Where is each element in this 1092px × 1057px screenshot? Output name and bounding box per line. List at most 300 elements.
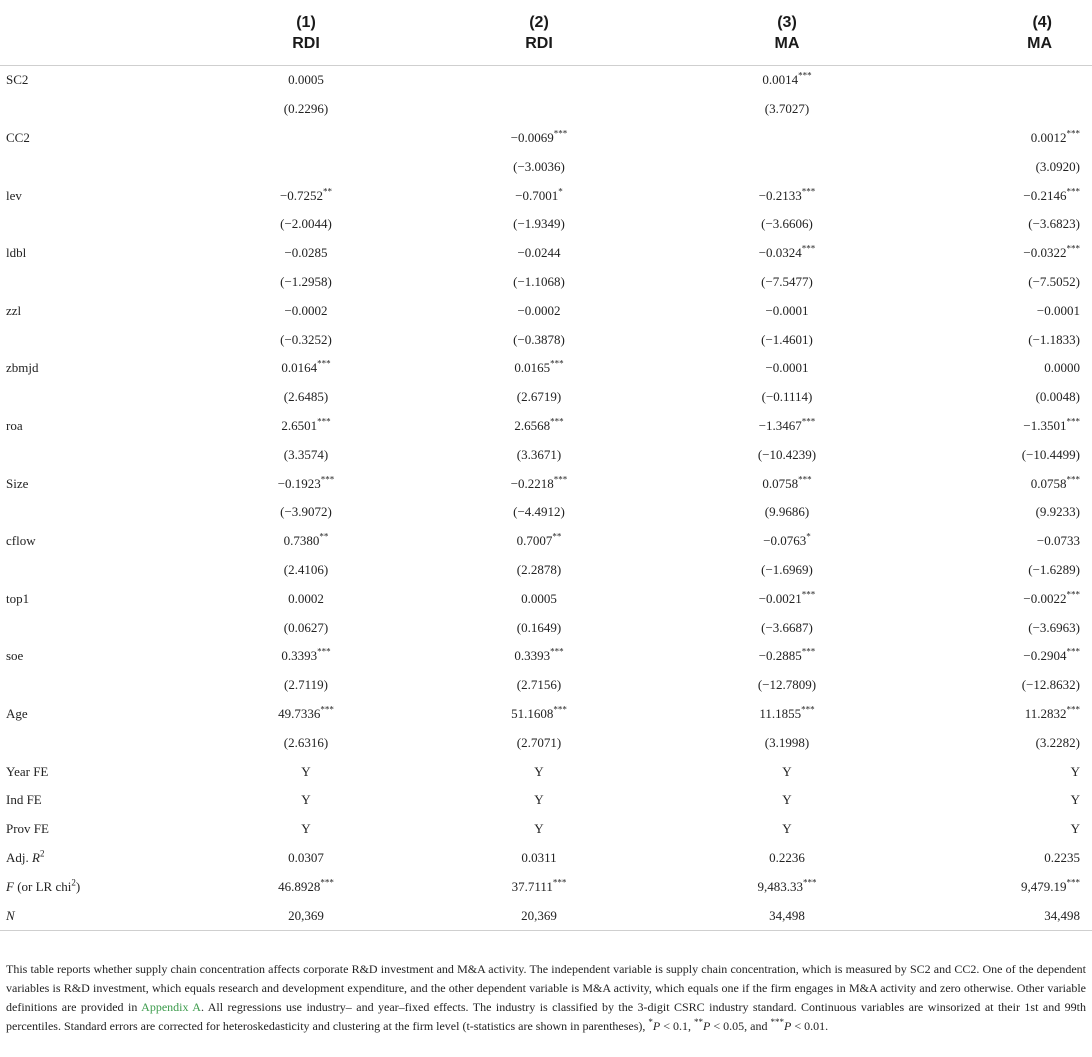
cell-value: 46.8928*** (278, 877, 334, 894)
cell-value: (3.3671) (516, 446, 562, 462)
coefficient-row (0, 527, 1092, 556)
cell-value: (−3.6687) (761, 619, 813, 635)
value-cell (662, 786, 912, 815)
n-symbol: N (6, 907, 15, 923)
value-cell (196, 152, 416, 181)
value-cell (196, 901, 416, 930)
cell-value: −0.2904*** (1023, 647, 1080, 664)
cell-value: Y (534, 763, 544, 779)
value-cell (196, 584, 416, 613)
significance-star: *** (801, 186, 816, 197)
cell-value: (0.2296) (283, 101, 329, 117)
column-number: (1) (296, 14, 316, 31)
value-cell (196, 642, 416, 671)
cell-value: 2.6501*** (281, 416, 331, 433)
value-cell (912, 786, 1092, 815)
value-cell (196, 412, 416, 441)
variable-label: roa (6, 417, 23, 433)
value-cell (196, 844, 416, 873)
value-cell (196, 469, 416, 498)
t-statistic-row (0, 268, 1092, 297)
value-cell (196, 124, 416, 153)
value-cell (912, 844, 1092, 873)
value-cell (662, 556, 912, 585)
variable-label: top1 (6, 590, 30, 606)
cell-value: −0.0002 (284, 302, 328, 318)
label-text: (or LR chi (13, 878, 72, 894)
cell-value: (9.9686) (764, 504, 810, 520)
empty-label-cell (0, 95, 196, 124)
footnote-text: This table reports whether supply chain concentration affects corporate R&D investment and M&A activity. The independent variable is supply chain concentration, which is measured by SC2 and CC2. One of the dependent variables is R&D investment, which equals research and development expenditure, and the other dependent variable is M&A activity, which equals one if the firm engages in M&A activity and zero otherwise. Other variable definitions are provided in (6, 962, 1086, 1014)
value-cell (662, 844, 912, 873)
cell-value: 0.2235 (1044, 849, 1080, 865)
superscript: 2 (39, 848, 45, 859)
variable-label: CC2 (6, 129, 30, 145)
coefficient-row (0, 296, 1092, 325)
table-body (0, 66, 1092, 931)
value-cell (416, 671, 662, 700)
cell-value: (2.4106) (283, 561, 329, 577)
value-cell (196, 556, 416, 585)
significance-star: *** (550, 416, 564, 427)
cell-value: (−1.4601) (761, 331, 813, 347)
value-cell (416, 268, 662, 297)
cell-value: Y (1070, 821, 1080, 837)
cell-value: −0.7252** (279, 186, 333, 203)
significance-star: *** (317, 416, 331, 427)
cell-value: (−10.4499) (1021, 446, 1080, 462)
significance-star: * (648, 1017, 653, 1027)
t-statistic-row (0, 383, 1092, 412)
f-stat-label (0, 872, 196, 901)
cell-value: −0.0763* (763, 531, 811, 549)
value-cell (416, 412, 662, 441)
cell-value: (2.6316) (283, 734, 329, 750)
value-cell (416, 498, 662, 527)
value-cell (662, 671, 912, 700)
header-empty (0, 32, 196, 66)
cell-value: 49.7336*** (278, 704, 334, 721)
observations-row (0, 901, 1092, 930)
value-cell (196, 296, 416, 325)
cell-value: (−1.9349) (513, 216, 565, 232)
variable-label: ldbl (6, 245, 27, 261)
cell-value: (−4.4912) (513, 504, 565, 520)
value-cell (196, 786, 416, 815)
cell-value: −0.0002 (517, 302, 561, 318)
value-cell (196, 239, 416, 268)
significance-star: *** (801, 243, 816, 254)
value-cell (912, 728, 1092, 757)
significance-star: *** (317, 359, 331, 370)
t-statistic-row (0, 210, 1092, 239)
value-cell (662, 296, 912, 325)
value-cell (912, 383, 1092, 412)
dependent-variable-label: MA (662, 32, 912, 66)
t-statistic-row (0, 440, 1092, 469)
cell-value: (2.7119) (284, 677, 328, 693)
value-cell (912, 181, 1092, 210)
value-cell (416, 440, 662, 469)
cell-value: (−1.6969) (761, 561, 813, 577)
t-statistic-row (0, 613, 1092, 642)
value-cell (912, 152, 1092, 181)
cell-value: −0.1923*** (277, 474, 335, 491)
value-cell (416, 728, 662, 757)
cell-value: (9.9233) (1035, 504, 1080, 520)
significance-star: *** (553, 128, 568, 139)
cell-value: Y (301, 821, 311, 837)
variable-label: Size (6, 475, 29, 491)
t-statistic-row (0, 556, 1092, 585)
value-cell (662, 95, 912, 124)
cell-value: (3.1998) (764, 734, 810, 750)
significance-threshold: < 0.01. (791, 1019, 829, 1033)
cell-value: 0.0311 (521, 849, 557, 865)
coefficient-row (0, 239, 1092, 268)
cell-value: Y (1070, 763, 1080, 779)
value-cell (912, 700, 1092, 729)
value-cell (912, 268, 1092, 297)
dependent-variable-label: RDI (416, 32, 662, 66)
value-cell (416, 700, 662, 729)
header-empty (0, 0, 196, 32)
cell-value: (0.0627) (283, 619, 329, 635)
value-cell (662, 383, 912, 412)
column-number: (4) (1032, 14, 1052, 31)
cell-value: (−1.6289) (1028, 561, 1080, 577)
value-cell (662, 354, 912, 383)
value-cell (196, 527, 416, 556)
fixed-effect-row (0, 815, 1092, 844)
significance-star: *** (770, 1017, 784, 1027)
cell-value: 0.0005 (288, 72, 324, 88)
value-cell (416, 872, 662, 901)
value-cell (912, 872, 1092, 901)
value-cell (416, 181, 662, 210)
significance-star: *** (320, 474, 335, 485)
cell-value: Y (782, 763, 792, 779)
significance-star: *** (317, 647, 331, 657)
cell-value: (−0.3252) (280, 331, 332, 347)
value-cell (912, 325, 1092, 354)
cell-value: (2.6485) (283, 389, 329, 405)
value-cell (196, 354, 416, 383)
value-cell (416, 95, 662, 124)
cell-value: −0.2133*** (758, 186, 816, 203)
empty-label-cell (0, 671, 196, 700)
t-statistic-row (0, 325, 1092, 354)
empty-label-cell (0, 383, 196, 412)
column-number: (3) (777, 14, 797, 31)
coefficient-row (0, 412, 1092, 441)
significance-threshold: < 0.1, (660, 1019, 695, 1033)
value-cell (416, 66, 662, 95)
fixed-effect-row (0, 786, 1092, 815)
cell-value: (−7.5477) (761, 273, 813, 289)
coefficient-row (0, 642, 1092, 671)
value-cell (196, 757, 416, 786)
value-cell (416, 124, 662, 153)
significance-star: *** (550, 359, 564, 370)
significance-star: *** (803, 877, 817, 888)
value-cell (912, 671, 1092, 700)
cell-value: −0.0322*** (1023, 243, 1080, 261)
value-cell (662, 239, 912, 268)
significance-star: *** (553, 704, 567, 715)
value-cell (912, 469, 1092, 498)
value-cell (662, 325, 912, 354)
value-cell (416, 527, 662, 556)
empty-label-cell (0, 498, 196, 527)
t-statistic-row (0, 498, 1092, 527)
cell-value: (−3.6606) (761, 216, 813, 232)
cell-value: (−3.6963) (1028, 619, 1080, 635)
value-cell (416, 556, 662, 585)
cell-value: −0.2146*** (1023, 186, 1080, 203)
significance-star: *** (1066, 243, 1080, 254)
value-cell (196, 671, 416, 700)
value-cell (196, 498, 416, 527)
coefficient-row (0, 700, 1092, 729)
cell-value: 9,483.33*** (757, 877, 817, 894)
value-cell (662, 728, 912, 757)
cell-value: (2.7071) (516, 734, 562, 750)
f-stat-row (0, 872, 1092, 901)
value-cell (416, 152, 662, 181)
value-cell (662, 152, 912, 181)
cell-value: −0.0324*** (758, 243, 816, 261)
significance-star: *** (798, 474, 812, 485)
cell-value: (3.2282) (1035, 734, 1080, 750)
significance-star: *** (1066, 877, 1080, 888)
significance-star: *** (320, 704, 334, 715)
significance-star: * (558, 186, 563, 197)
cell-value: 11.2832*** (1024, 704, 1080, 721)
fixed-effect-label: Ind FE (6, 792, 42, 808)
value-cell (416, 354, 662, 383)
significance-star: *** (801, 416, 816, 427)
significance-star: *** (1066, 128, 1080, 139)
cell-value: (−0.3878) (513, 331, 565, 347)
coefficient-row (0, 124, 1092, 153)
value-cell (912, 815, 1092, 844)
t-statistic-row (0, 95, 1092, 124)
cell-value: 0.2236 (769, 849, 805, 865)
cell-value: (−3.0036) (513, 158, 565, 174)
cell-value: (0.1649) (516, 619, 562, 635)
empty-label-cell (0, 268, 196, 297)
cell-value: 0.7007** (516, 531, 562, 549)
value-cell (912, 498, 1092, 527)
cell-value: 0.0005 (521, 590, 557, 606)
cell-value: 34,498 (1044, 907, 1080, 923)
value-cell (196, 700, 416, 729)
variable-label: lev (6, 187, 22, 203)
coefficient-row (0, 354, 1092, 383)
value-cell (196, 210, 416, 239)
cell-value: (3.3574) (283, 446, 329, 462)
cell-value: 0.0307 (288, 849, 324, 865)
value-cell (196, 181, 416, 210)
variable-label: soe (6, 648, 24, 664)
significance-star: * (806, 531, 811, 542)
cell-value: −0.0069*** (510, 128, 568, 145)
significance-star: ** (694, 1017, 704, 1027)
label-text: Adj. (6, 849, 32, 865)
cell-value: Y (782, 792, 792, 808)
value-cell (662, 700, 912, 729)
value-cell (912, 901, 1092, 930)
coefficient-row (0, 584, 1092, 613)
cell-value: −0.2885*** (758, 647, 816, 664)
value-cell (912, 354, 1092, 383)
value-cell (416, 901, 662, 930)
cell-value: 9,479.19*** (1021, 877, 1080, 894)
t-statistic-row (0, 728, 1092, 757)
value-cell (662, 584, 912, 613)
value-cell (196, 325, 416, 354)
t-statistic-row (0, 671, 1092, 700)
coefficient-row (0, 66, 1092, 95)
value-cell (196, 728, 416, 757)
value-cell (662, 757, 912, 786)
empty-label-cell (0, 556, 196, 585)
cell-value: (−0.1114) (761, 389, 813, 405)
value-cell (912, 239, 1092, 268)
value-cell (912, 556, 1092, 585)
value-cell (662, 440, 912, 469)
cell-value: Y (534, 821, 544, 837)
cell-value: 0.7380** (283, 531, 329, 549)
value-cell (416, 757, 662, 786)
significance-star: ** (319, 531, 329, 542)
value-cell (416, 325, 662, 354)
significance-star: *** (1066, 704, 1080, 715)
cell-value: −0.0244 (517, 245, 561, 261)
cell-value: 2.6568*** (514, 416, 564, 433)
value-cell (662, 642, 912, 671)
value-cell (912, 613, 1092, 642)
superscript: 2 (71, 877, 76, 888)
cell-value: (−1.1068) (513, 273, 565, 289)
value-cell (416, 210, 662, 239)
appendix-link[interactable]: Appendix A (141, 1000, 201, 1014)
value-cell (416, 469, 662, 498)
cell-value: 0.0014*** (762, 71, 812, 88)
cell-value: −0.2218*** (510, 474, 568, 491)
value-cell (196, 872, 416, 901)
value-cell (196, 613, 416, 642)
cell-value: −0.0001 (765, 360, 809, 376)
value-cell (196, 268, 416, 297)
empty-label-cell (0, 152, 196, 181)
value-cell (416, 584, 662, 613)
cell-value: Y (1070, 792, 1080, 808)
cell-value: Y (534, 792, 544, 808)
value-cell (662, 815, 912, 844)
value-cell (662, 412, 912, 441)
label-text: ) (75, 878, 81, 894)
significance-threshold: < 0.05, and (710, 1019, 771, 1033)
value-cell (912, 210, 1092, 239)
cell-value: 0.3393*** (281, 647, 331, 664)
value-cell (196, 815, 416, 844)
value-cell (662, 469, 912, 498)
coefficient-row (0, 181, 1092, 210)
cell-value: (2.2878) (516, 561, 562, 577)
cell-value: 51.1608*** (511, 704, 567, 721)
p-symbol: P (783, 1019, 792, 1033)
empty-label-cell (0, 440, 196, 469)
cell-value: 20,369 (288, 907, 324, 923)
cell-value: (−12.7809) (757, 677, 817, 693)
cell-value: −0.7001* (515, 186, 563, 203)
cell-value: Y (782, 821, 792, 837)
significance-star: *** (1066, 186, 1080, 197)
significance-star: *** (1066, 647, 1080, 657)
observations-label (0, 901, 196, 930)
value-cell (912, 440, 1092, 469)
cell-value: Y (301, 792, 311, 808)
significance-star: ** (323, 186, 333, 197)
cell-value: 0.0758*** (762, 474, 812, 491)
significance-star: *** (801, 589, 816, 600)
cell-value: (3.0920) (1035, 158, 1080, 174)
p-symbol: P (703, 1019, 711, 1033)
value-cell (662, 527, 912, 556)
dependent-variable-label: MA (912, 32, 1092, 66)
dependent-variable-label: RDI (196, 32, 416, 66)
cell-value: 11.1855*** (759, 704, 815, 721)
cell-value: 34,498 (769, 907, 805, 923)
cell-value: −0.0021*** (758, 589, 816, 606)
value-cell (662, 124, 912, 153)
coefficient-row (0, 469, 1092, 498)
significance-star: *** (1066, 589, 1080, 600)
empty-label-cell (0, 728, 196, 757)
cell-value: 37.7111*** (511, 877, 567, 894)
cell-value: (−3.6823) (1028, 216, 1080, 232)
adj-r2-row (0, 844, 1092, 873)
cell-value: Y (301, 763, 311, 779)
value-cell (662, 498, 912, 527)
value-cell (416, 296, 662, 325)
value-cell (416, 844, 662, 873)
significance-star: *** (320, 877, 334, 888)
value-cell (912, 124, 1092, 153)
cell-value: 0.0164*** (281, 359, 331, 376)
cell-value: 0.0002 (288, 590, 324, 606)
empty-label-cell (0, 210, 196, 239)
value-cell (912, 66, 1092, 95)
cell-value: (−1.1833) (1028, 331, 1080, 347)
significance-star: *** (1066, 416, 1080, 427)
value-cell (416, 642, 662, 671)
significance-star: *** (550, 647, 564, 657)
p-symbol: P (652, 1019, 661, 1033)
footnote-text: . All regressions use industry– and year–fixed effects. The industry is classified by the 3-digit CSRC industry standard. Continuous variables are winsorized at their 1st and 99th percentiles. Standard errors are corrected for heteroskedasticity and clustering at the firm level (t-statistics are shown in parentheses), (6, 1000, 1086, 1033)
significance-star: *** (553, 474, 568, 485)
value-cell (912, 412, 1092, 441)
cell-value: (2.7156) (516, 677, 562, 693)
cell-value: −0.0001 (1036, 302, 1080, 318)
cell-value: (3.7027) (764, 101, 810, 117)
cell-value: (−3.9072) (280, 504, 332, 520)
cell-value: 0.0165*** (514, 359, 564, 376)
value-cell (912, 527, 1092, 556)
fixed-effect-row (0, 757, 1092, 786)
